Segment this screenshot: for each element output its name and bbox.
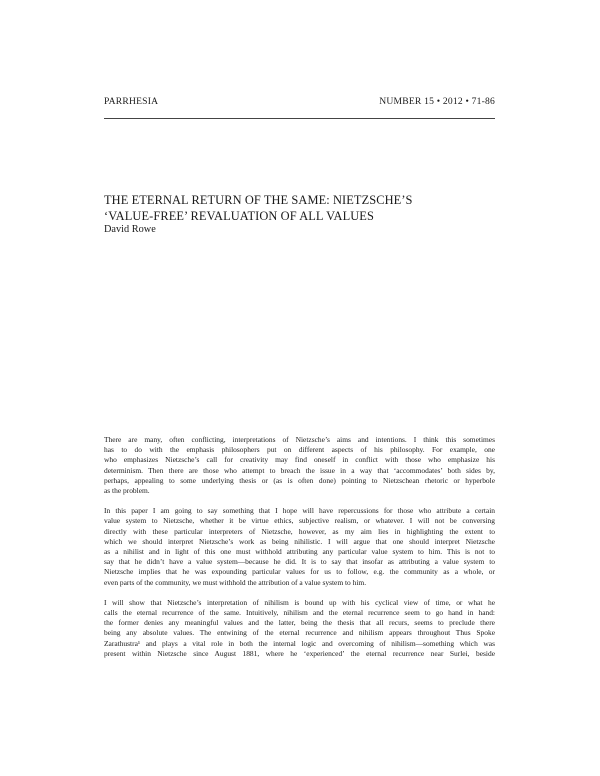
text-line: In this paper I am going to say something that I hope will have repercussions for those who attribute a certain xyxy=(104,506,495,516)
text-line: as the problem. xyxy=(104,486,150,496)
running-header xyxy=(104,96,495,112)
paragraph-2 xyxy=(104,506,495,588)
article-title xyxy=(104,192,504,224)
issue-info: NUMBER 15 • 2012 • 71-86 xyxy=(379,96,495,107)
paragraph-1 xyxy=(104,435,495,496)
author-name: David Rowe xyxy=(104,224,156,235)
text-line: calls the eternal recurrence of the same. Intuitively, nihilism and the eternal recurrence seem to go hand in hand: xyxy=(104,608,495,618)
text-line: Zarathustra¹ and plays a vital role in both the internal logic and overcoming of nihilism—something which was xyxy=(104,638,495,648)
journal-name: PARRHESIA xyxy=(104,96,159,107)
text-line: determinism. Then there are those who attempt to breach the issue in a way that ‘accommodates’ both sides by, xyxy=(104,465,495,475)
article-body xyxy=(104,435,495,669)
text-line: directly with these particular interpreters of Nietzsche, however, as my aim lies in highlighting the extent to xyxy=(104,526,495,536)
text-line: There are many, often conflicting, interpretations of Nietzsche’s aims and intentions. I think this sometimes xyxy=(104,435,495,444)
header-rule xyxy=(104,118,495,119)
text-line: being any absolute values. The entwining of the eternal recurrence and nihilism appears throughout Thus Spoke xyxy=(104,628,495,638)
paragraph-3 xyxy=(104,598,495,659)
text-line: as a nihilist and in light of this one must withhold attributing any particular value system to him. This is not to xyxy=(104,547,495,557)
text-line: which we should interpret Nietzsche’s work as being nihilistic. I will argue that one should interpret Nietzsche xyxy=(104,536,495,546)
text-line: perhaps, appealing to some underlying thesis or (as is often done) pointing to Nietzschean rhetoric or hyperbole xyxy=(104,475,495,485)
text-line: present within Nietzsche since August 1881, where he ‘experienced’ the eternal recurrence near Surlei, beside xyxy=(104,648,495,658)
text-line: has to do with the emphasis philosophers put on different aspects of his philosophy. For example, one xyxy=(104,445,495,455)
text-line: even parts of the community, we must withhold the attribution of a value system to him. xyxy=(104,577,367,587)
title-line: ‘VALUE-FREE’ REVALUATION OF ALL VALUES xyxy=(104,209,374,223)
text-line: value system to Nietzsche, whether it be virtue ethics, subjective realism, or whatever. I will not be conversing xyxy=(104,516,495,526)
text-line: the former denies any meaningful values and the latter, being the thesis that all recurs, seems to preclude there xyxy=(104,618,495,628)
title-line: THE ETERNAL RETURN OF THE SAME: NIETZSCHE’S xyxy=(104,193,413,207)
text-line: Nietzsche implies that he was expounding particular values for us to follow, e.g. the community as a whole, or xyxy=(104,567,495,577)
text-line: say that he didn’t have a value system—because he did. It is to say that insofar as attributing a value system to xyxy=(104,557,495,567)
text-line: I will show that Nietzsche’s interpretation of nihilism is bound up with his cyclical view of time, or what he xyxy=(104,597,495,607)
text-line: who emphasizes Nietzsche’s call for creativity may find oneself in conflict with those who emphasize his xyxy=(104,455,495,465)
